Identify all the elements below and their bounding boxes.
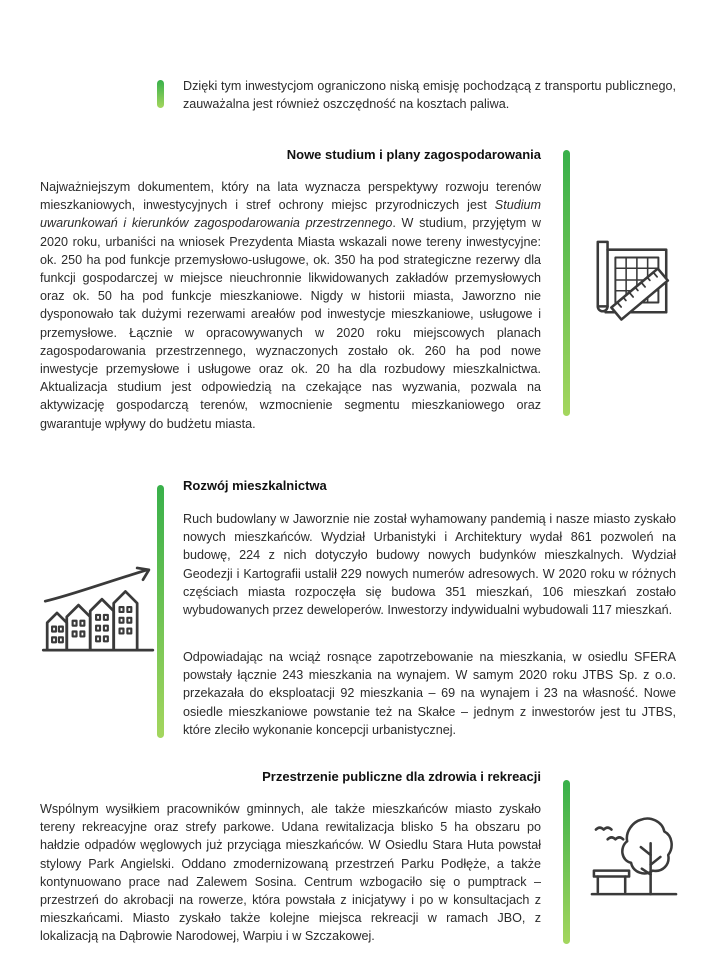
intro-paragraph: Dzięki tym inwestycjom ograniczono niską emisję pochodzącą z transportu publicznego, zauważalna jest również oszczędność na kosztach paliwa. bbox=[183, 79, 676, 112]
studium-title-italic: Studium uwarunkowań i kierunków zagospodarowania przestrzennego bbox=[40, 198, 541, 231]
section-heading-housing: Rozwój mieszkalnictwa bbox=[183, 478, 327, 493]
housing-paragraph-1: Ruch budowlany w Jaworznie nie został wyhamowany pandemią i nasze miasto zyskało nowych mieszkańców. Wydział Urbanistyki i Architektury wydał 861 pozwoleń na budowę, 224 z nich dotyczyło budowy nowych budynków mieszkalnych. Wydział Geodezji i Kartografii ustalił 229 nowych numerów adresowych. W 2020 roku w różnych częściach miasta rozpoczęła się budowa 351 mieszkań, 106 mieszkań zostało wybudowanych przez deweloperów. Inwestorzy indywidualni wybudowali 117 mieszkań. bbox=[183, 512, 676, 618]
section-heading-studium: Nowe studium i plany zagospodarowania bbox=[286, 147, 541, 162]
housing-paragraph-2: Odpowiadając na wciąż rosnące zapotrzebowanie na mieszkania, w osiedlu SFERA powstały łącznie 243 mieszkania na wynajem. W samym 2020 roku JTBS Sp. z o.o. przekazała do eksploatacji 92 mieszkania – 69 na wynajem i 23 na własność. Nowe osiedle mieszkaniowe powstanie też na Skałce – jednym z inwestorów jest tu JTBS, które zleciło wykonanie koncepcji urbanistycznej. bbox=[183, 650, 676, 737]
accent-bar-public-spaces bbox=[563, 780, 570, 944]
studium-paragraph bbox=[40, 178, 541, 433]
park-bench-tree-icon bbox=[590, 810, 678, 898]
studium-text-after: . W studium, przyjętym w 2020 roku, urbaniści na wniosek Prezydenta Miasta wskazali nowe tereny inwestycyjne: ok. 250 ha pod funkcje przemysłowo-usługowe, ok. 350 ha pod strategiczne rezerwy dla funkcji gospodarczej w miejsce nieuchronnie likwidowanych zakładów przemysłowych oraz ok. 50 ha pod funkcje mieszkaniowe. Nigdy w historii miasta, Jaworzno nie dysponowało tak dużymi rezerwami areałów pod inwestycje mieszkaniowe, usługowe i przemysłowe. Łącznie w opracowywanych w 2020 roku miejscowych planach zagospodarowania przestrzennego, wyznaczonych zostało ok. 260 ha pod nowe inwestycje przemysłowe i usługowe oraz ok. 20 ha dla rozbudowy mieszkalnictwa. Aktualizacja studium jest odpowiedzią na czekające nas wyzwania, pozwala na aktywizację gospodarczą terenów, wzmocnienie segmentu mieszkaniowego oraz gwarantuje wpływy do budżetu miasta. bbox=[40, 216, 541, 431]
blueprint-ruler-icon bbox=[588, 236, 676, 324]
public-spaces-paragraph: Wspólnym wysiłkiem pracowników gminnych, ale także mieszkańców miasto zyskało tereny rekreacyjne oraz strefy parkowe. Udana rewitalizacja blisko 5 ha obszaru po hałdzie odpadów węglowych już przyciąga mieszkańców. W Osiedlu Stara Huta powstał stylowy Park Angielski. Oddano zmodernizowaną przestrzeń Parku Podłęże, a także kontynuowano prace nad Zalewem Sosina. Centrum wzbogaciło się o pumptrack – przestrzeń do akrobacji na rowerze, która powstała z inicjatywy i po w konsultacjach z mieszkańcami. Miasto zyskało także kolejne miejsca rekreacji w ramach JBO, z lokalizacją na Dąbrowie Narodowej, Warpiu i w Szczakowej. bbox=[40, 802, 541, 944]
accent-bar-studium bbox=[563, 150, 570, 416]
accent-bar-intro bbox=[157, 80, 164, 108]
section-heading-public-spaces: Przestrzenie publiczne dla zdrowia i rekreacji bbox=[262, 769, 541, 784]
buildings-growth-icon bbox=[40, 566, 160, 654]
studium-text-before: Najważniejszym dokumentem, który na lata wyznacza perspektywy rozwoju terenów mieszkaniowych, inwestycyjnych i stref ochrony miejsc przyrodniczych jest bbox=[40, 180, 541, 213]
